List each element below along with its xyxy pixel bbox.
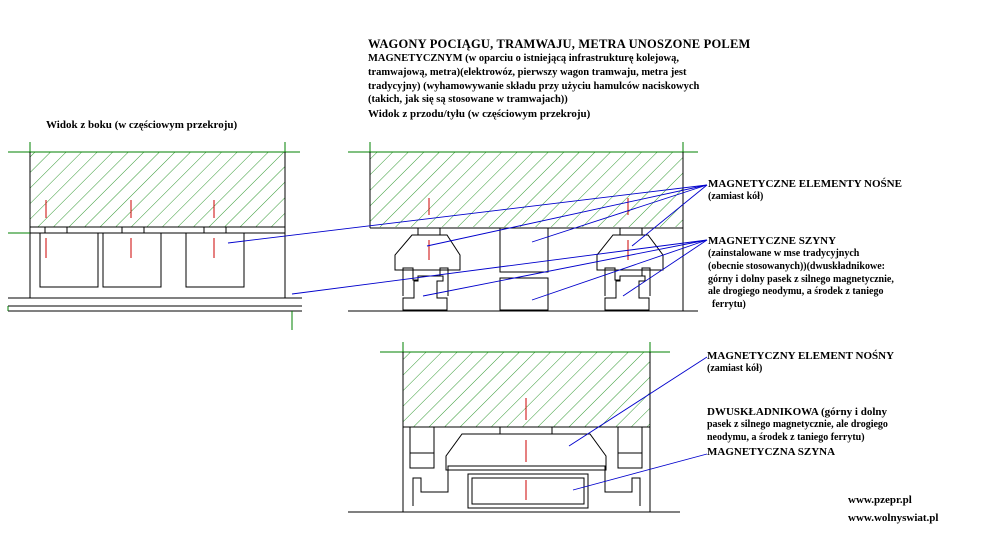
footer-url-2: www.wolnyswiat.pl xyxy=(848,512,939,524)
label-two-comp-2: pasek z silnego magnetycznie, ale drogiego xyxy=(707,419,888,431)
label-two-comp-3: neodymu, a środek z taniego ferrytu) xyxy=(707,431,865,443)
label-rails-sub-4: ale drogiego neodymu, a środek z taniego xyxy=(708,286,884,298)
front-car-body xyxy=(370,152,683,227)
footer-url-1: www.pzepr.pl xyxy=(848,494,912,506)
diagram-title xyxy=(368,36,751,121)
detail-view xyxy=(348,342,680,512)
label-magnetic-elements xyxy=(708,177,902,204)
title-line-2: MAGNETYCZNYM (w oparciu o istniejącą infrastrukturę kolejową, xyxy=(368,53,679,65)
label-magnetic-rails xyxy=(708,234,894,312)
front-view-label: Widok z przodu/tyłu (w częściowym przekroju) xyxy=(368,107,591,120)
label-two-component-rail xyxy=(707,405,888,459)
label-two-comp-1: DWUSKŁADNIKOWA (górny i dolny xyxy=(707,406,888,418)
label-magnetic-element-sub: (zamiast kół) xyxy=(707,363,763,375)
label-rails-sub-5: ferrytu) xyxy=(712,299,746,311)
label-rails-sub-3: górny i dolny pasek z silnego magnetycznie, xyxy=(708,273,894,285)
label-magnetic-rails-title: MAGNETYCZNE SZYNY xyxy=(708,235,837,247)
label-rails-sub-1: (zainstalowane w mse tradycyjnych xyxy=(708,248,860,260)
title-line-4: tradycyjny) (wyhamowywanie składu przy użyciu hamulców naciskowych xyxy=(368,80,700,92)
title-line-3: tramwajową, metra)(elektrowóz, pierwszy wagon tramwaju, metra jest xyxy=(368,66,687,78)
side-car-body xyxy=(30,152,285,227)
title-line-5: (takich, jak się są stosowane w tramwajach)) xyxy=(368,94,568,106)
label-magnetic-rail: MAGNETYCZNA SZYNA xyxy=(707,445,836,458)
label-rails-sub-2: (obecnie stosowanych))(dwuskładnikowe: xyxy=(708,260,885,272)
front-center-bogie xyxy=(500,228,548,310)
label-magnetic-element-title: MAGNETYCZNY ELEMENT NOŚNY xyxy=(707,350,895,362)
label-magnetic-elements-sub: (zamiast kół) xyxy=(708,191,764,203)
side-view-label: Widok z boku (w częściowym przekroju) xyxy=(46,119,238,131)
side-view xyxy=(8,142,302,330)
front-view xyxy=(348,142,698,311)
label-magnetic-element xyxy=(707,349,894,376)
label-magnetic-elements-title: MAGNETYCZNE ELEMENTY NOŚNE xyxy=(708,178,902,190)
title-line-1: WAGONY POCIĄGU, TRAMWAJU, METRA UNOSZONE POLEM xyxy=(368,37,751,51)
